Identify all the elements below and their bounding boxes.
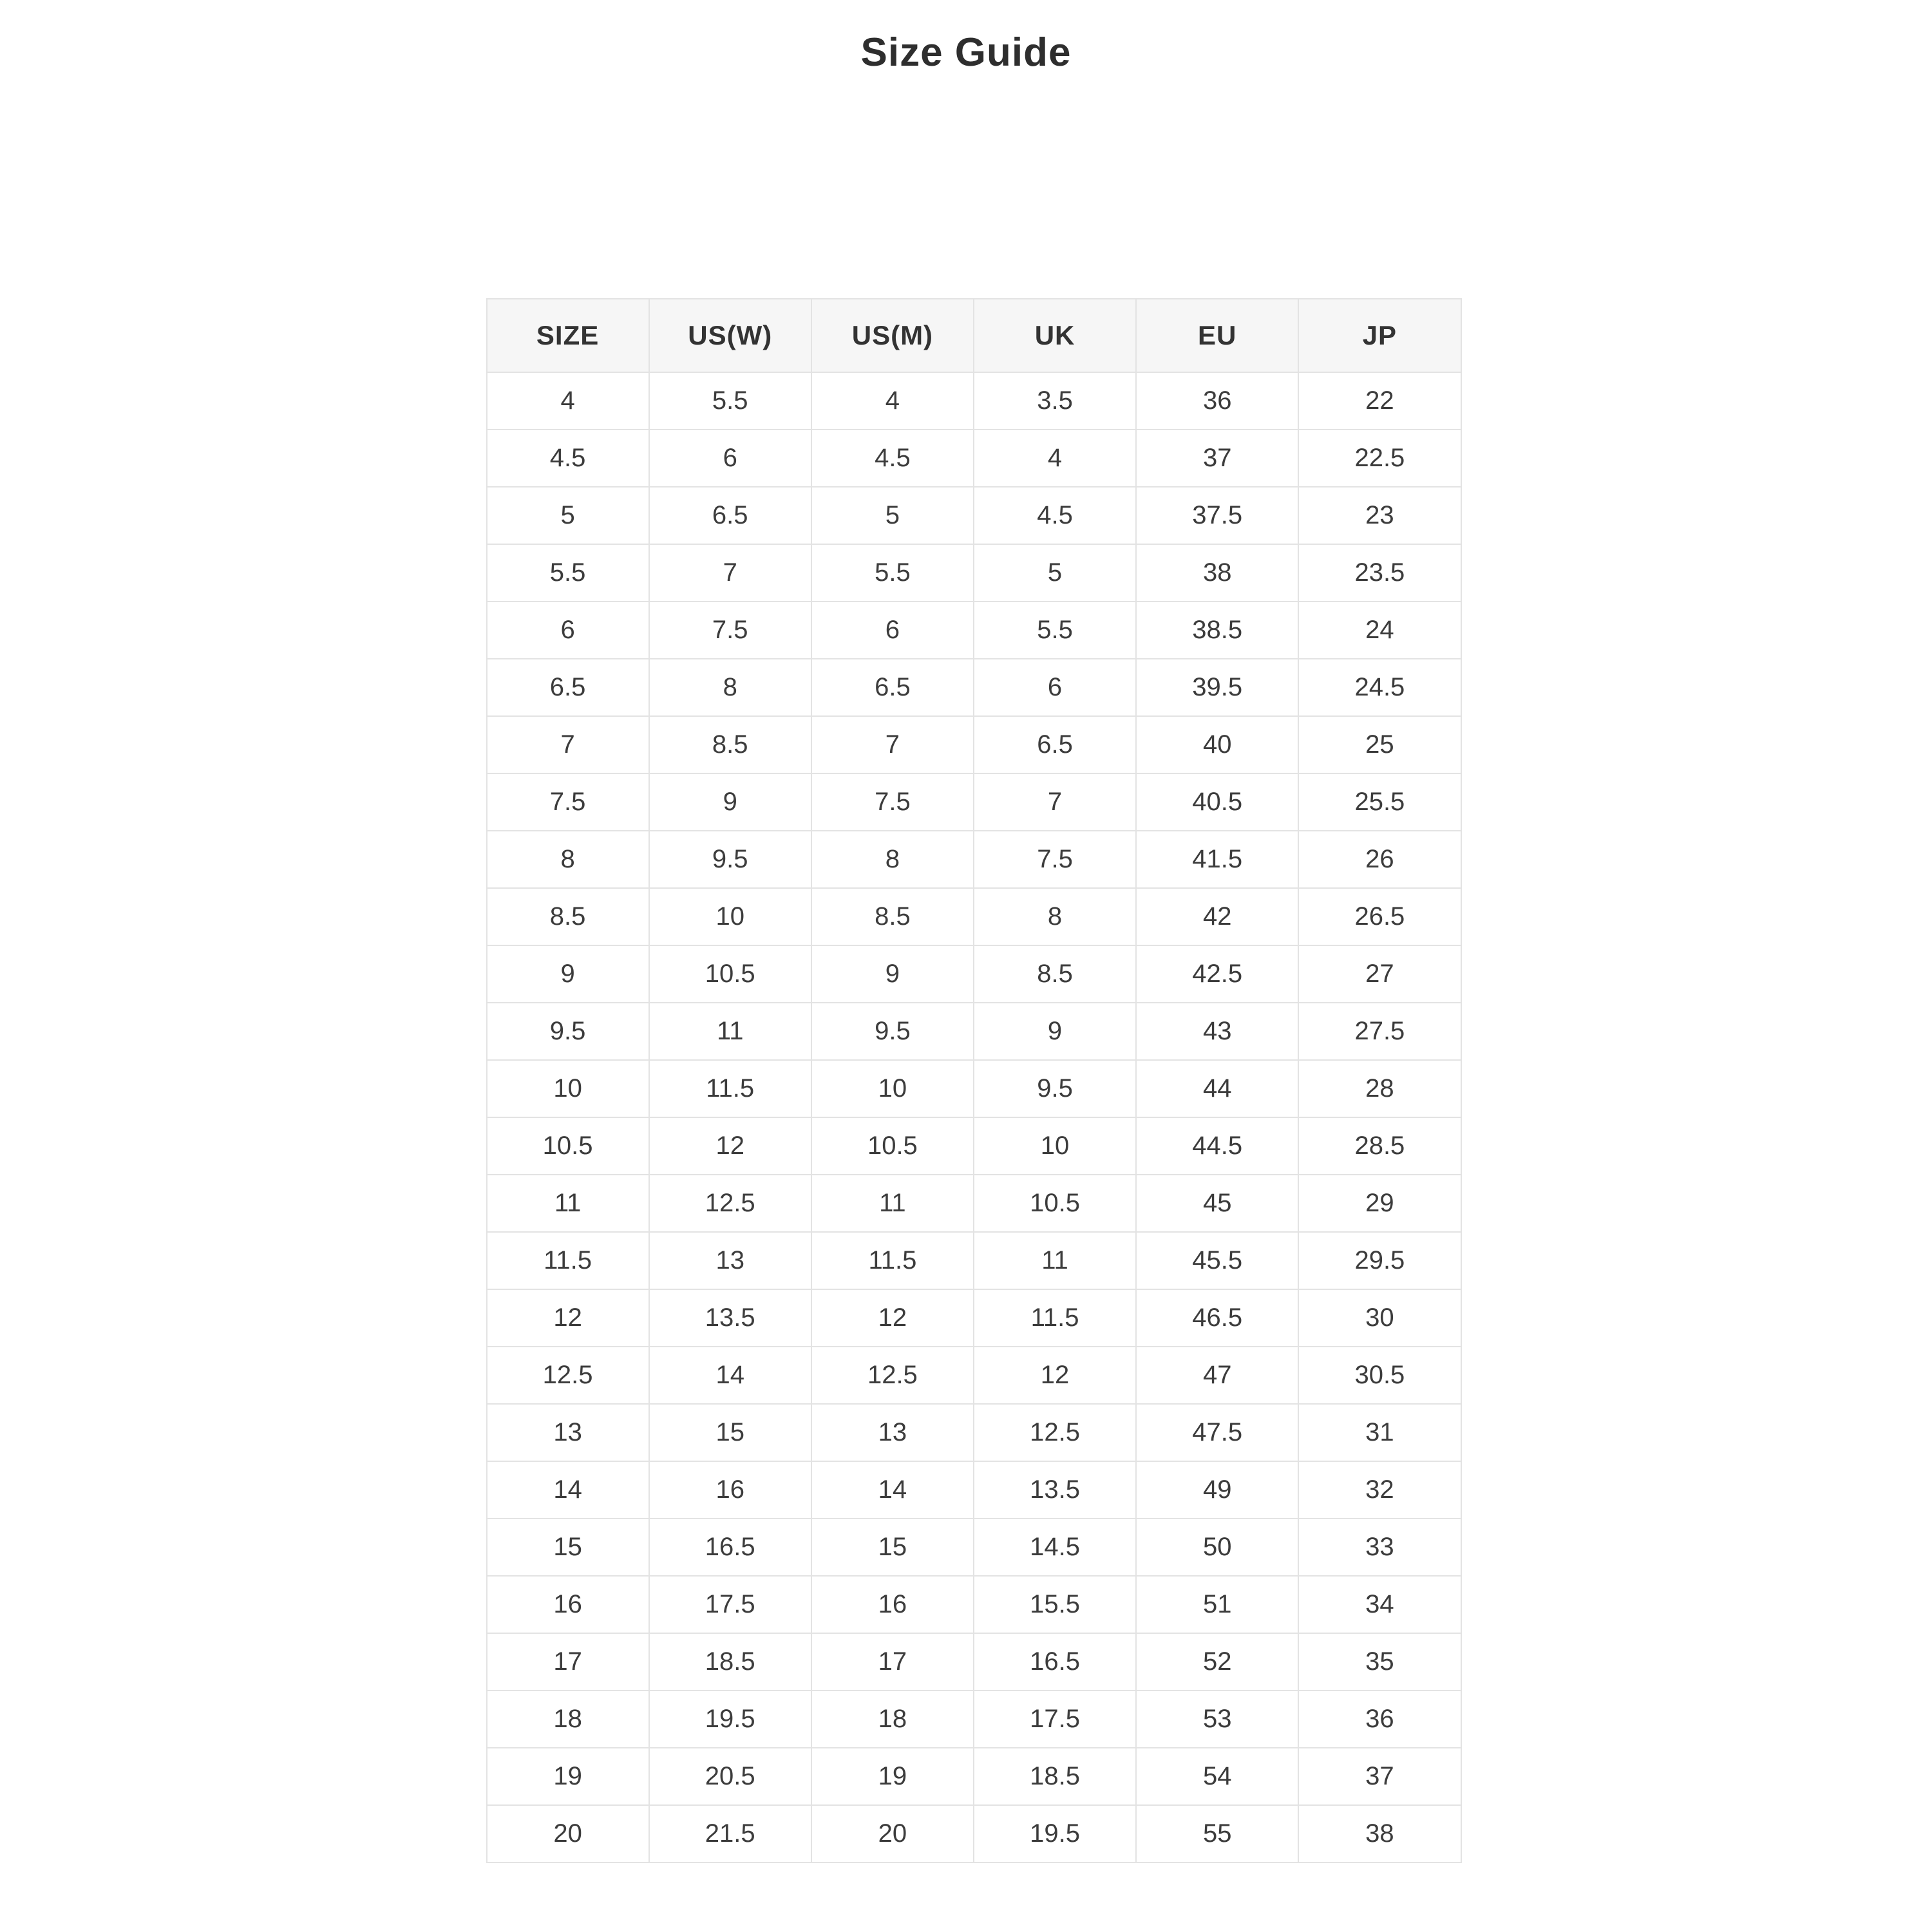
table-header-cell: JP (1298, 299, 1461, 372)
table-row (487, 945, 1461, 1003)
table-cell: 11 (649, 1003, 811, 1060)
table-cell: 47 (1136, 1347, 1298, 1404)
table-cell: 51 (1136, 1576, 1298, 1633)
table-cell: 7.5 (974, 831, 1136, 888)
table-cell: 16 (487, 1576, 649, 1633)
table-cell: 27.5 (1298, 1003, 1461, 1060)
table-cell: 20 (811, 1805, 974, 1862)
table-cell: 6.5 (649, 487, 811, 544)
table-cell: 22.5 (1298, 430, 1461, 487)
table-header (487, 299, 1461, 372)
table-cell: 46.5 (1136, 1289, 1298, 1347)
table-header-cell: SIZE (487, 299, 649, 372)
table-cell: 29.5 (1298, 1232, 1461, 1289)
table-cell: 33 (1298, 1519, 1461, 1576)
table-cell: 15.5 (974, 1576, 1136, 1633)
table-row (487, 716, 1461, 773)
table-cell: 12.5 (487, 1347, 649, 1404)
table-cell: 12 (487, 1289, 649, 1347)
table-cell: 16 (811, 1576, 974, 1633)
table-cell: 30 (1298, 1289, 1461, 1347)
table-cell: 40.5 (1136, 773, 1298, 831)
table-cell: 52 (1136, 1633, 1298, 1690)
table-cell: 9.5 (649, 831, 811, 888)
table-cell: 19.5 (974, 1805, 1136, 1862)
table-cell: 4 (487, 372, 649, 430)
table-cell: 8.5 (649, 716, 811, 773)
table-cell: 12 (974, 1347, 1136, 1404)
table-cell: 24 (1298, 601, 1461, 659)
table-cell: 16.5 (649, 1519, 811, 1576)
table-cell: 23 (1298, 487, 1461, 544)
table-cell: 44 (1136, 1060, 1298, 1117)
table-cell: 15 (811, 1519, 974, 1576)
table-cell: 19 (487, 1748, 649, 1805)
table-row (487, 1633, 1461, 1690)
table-cell: 5.5 (811, 544, 974, 601)
table-cell: 6.5 (487, 659, 649, 716)
table-cell: 12.5 (649, 1175, 811, 1232)
table-row (487, 1519, 1461, 1576)
table-cell: 4.5 (811, 430, 974, 487)
table-cell: 12.5 (974, 1404, 1136, 1461)
table-cell: 11.5 (811, 1232, 974, 1289)
table-cell: 20.5 (649, 1748, 811, 1805)
table-cell: 34 (1298, 1576, 1461, 1633)
table-row (487, 1347, 1461, 1404)
table-body (487, 372, 1461, 1862)
table-cell: 5 (487, 487, 649, 544)
table-cell: 8 (487, 831, 649, 888)
table-cell: 12 (811, 1289, 974, 1347)
table-row (487, 487, 1461, 544)
table-cell: 13 (649, 1232, 811, 1289)
table-cell: 31 (1298, 1404, 1461, 1461)
table-cell: 28 (1298, 1060, 1461, 1117)
table-cell: 30.5 (1298, 1347, 1461, 1404)
table-row (487, 831, 1461, 888)
table-cell: 55 (1136, 1805, 1298, 1862)
table-cell: 14 (811, 1461, 974, 1519)
table-cell: 11.5 (649, 1060, 811, 1117)
table-cell: 38 (1136, 544, 1298, 601)
table-cell: 10.5 (487, 1117, 649, 1175)
table-cell: 16.5 (974, 1633, 1136, 1690)
table-cell: 15 (649, 1404, 811, 1461)
table-cell: 21.5 (649, 1805, 811, 1862)
table-cell: 18 (811, 1690, 974, 1748)
table-row (487, 1805, 1461, 1862)
table-cell: 8.5 (487, 888, 649, 945)
table-row (487, 1060, 1461, 1117)
table-cell: 37 (1298, 1748, 1461, 1805)
table-header-cell: EU (1136, 299, 1298, 372)
table-row (487, 1404, 1461, 1461)
table-cell: 47.5 (1136, 1404, 1298, 1461)
table-cell: 11 (811, 1175, 974, 1232)
table-cell: 44.5 (1136, 1117, 1298, 1175)
table-cell: 17.5 (649, 1576, 811, 1633)
table-cell: 5.5 (487, 544, 649, 601)
table-cell: 7 (487, 716, 649, 773)
table-cell: 14 (649, 1347, 811, 1404)
table-cell: 7 (649, 544, 811, 601)
table-cell: 27 (1298, 945, 1461, 1003)
table-cell: 32 (1298, 1461, 1461, 1519)
table-cell: 3.5 (974, 372, 1136, 430)
table-row (487, 1461, 1461, 1519)
table-cell: 19.5 (649, 1690, 811, 1748)
table-cell: 5.5 (649, 372, 811, 430)
table-cell: 36 (1136, 372, 1298, 430)
table-cell: 45.5 (1136, 1232, 1298, 1289)
table-cell: 11 (487, 1175, 649, 1232)
table-cell: 10 (487, 1060, 649, 1117)
table-row (487, 601, 1461, 659)
table-cell: 10 (974, 1117, 1136, 1175)
table-cell: 8 (649, 659, 811, 716)
table-cell: 7.5 (811, 773, 974, 831)
table-cell: 12 (649, 1117, 811, 1175)
table-row (487, 430, 1461, 487)
table-cell: 16 (649, 1461, 811, 1519)
table-cell: 9 (811, 945, 974, 1003)
table-header-cell: US(W) (649, 299, 811, 372)
table-cell: 17 (811, 1633, 974, 1690)
table-cell: 14 (487, 1461, 649, 1519)
table-cell: 13.5 (649, 1289, 811, 1347)
table-cell: 49 (1136, 1461, 1298, 1519)
table-cell: 29 (1298, 1175, 1461, 1232)
table-cell: 6 (649, 430, 811, 487)
table-cell: 5 (974, 544, 1136, 601)
table-cell: 42 (1136, 888, 1298, 945)
table-cell: 37.5 (1136, 487, 1298, 544)
table-cell: 26.5 (1298, 888, 1461, 945)
table-cell: 4.5 (487, 430, 649, 487)
table-cell: 25 (1298, 716, 1461, 773)
table-cell: 19 (811, 1748, 974, 1805)
table-cell: 13 (811, 1404, 974, 1461)
table-row (487, 544, 1461, 601)
table-cell: 9 (974, 1003, 1136, 1060)
table-row (487, 1748, 1461, 1805)
table-cell: 18.5 (649, 1633, 811, 1690)
table-cell: 13 (487, 1404, 649, 1461)
table-cell: 9.5 (811, 1003, 974, 1060)
table-cell: 13.5 (974, 1461, 1136, 1519)
table-cell: 18 (487, 1690, 649, 1748)
table-row (487, 1232, 1461, 1289)
table-cell: 4 (974, 430, 1136, 487)
table-cell: 26 (1298, 831, 1461, 888)
table-cell: 7 (811, 716, 974, 773)
table-cell: 10.5 (974, 1175, 1136, 1232)
table-cell: 9 (487, 945, 649, 1003)
table-header-cell: US(M) (811, 299, 974, 372)
table-row (487, 888, 1461, 945)
table-cell: 11.5 (974, 1289, 1136, 1347)
table-cell: 4.5 (974, 487, 1136, 544)
table-cell: 6 (487, 601, 649, 659)
table-cell: 50 (1136, 1519, 1298, 1576)
table-cell: 11.5 (487, 1232, 649, 1289)
table-cell: 18.5 (974, 1748, 1136, 1805)
table-cell: 10.5 (649, 945, 811, 1003)
table-cell: 6 (974, 659, 1136, 716)
table-cell: 8.5 (974, 945, 1136, 1003)
table-cell: 20 (487, 1805, 649, 1862)
table-cell: 25.5 (1298, 773, 1461, 831)
table-cell: 54 (1136, 1748, 1298, 1805)
table-cell: 10.5 (811, 1117, 974, 1175)
table-header-row (487, 299, 1461, 372)
table-header-cell: UK (974, 299, 1136, 372)
table-cell: 42.5 (1136, 945, 1298, 1003)
table-cell: 35 (1298, 1633, 1461, 1690)
table-cell: 9.5 (974, 1060, 1136, 1117)
table-cell: 9 (649, 773, 811, 831)
table-cell: 39.5 (1136, 659, 1298, 716)
table-cell: 8 (811, 831, 974, 888)
table-cell: 7.5 (487, 773, 649, 831)
table-cell: 37 (1136, 430, 1298, 487)
table-cell: 28.5 (1298, 1117, 1461, 1175)
table-cell: 14.5 (974, 1519, 1136, 1576)
table-cell: 9.5 (487, 1003, 649, 1060)
table-cell: 41.5 (1136, 831, 1298, 888)
table-cell: 10 (649, 888, 811, 945)
table-cell: 17 (487, 1633, 649, 1690)
table-cell: 53 (1136, 1690, 1298, 1748)
table-row (487, 1175, 1461, 1232)
table-cell: 43 (1136, 1003, 1298, 1060)
table-cell: 6.5 (811, 659, 974, 716)
table-cell: 10 (811, 1060, 974, 1117)
table-row (487, 1117, 1461, 1175)
table-cell: 38.5 (1136, 601, 1298, 659)
table-row (487, 1690, 1461, 1748)
table-row (487, 1576, 1461, 1633)
table-cell: 5.5 (974, 601, 1136, 659)
table-cell: 7 (974, 773, 1136, 831)
table-row (487, 1289, 1461, 1347)
table-cell: 24.5 (1298, 659, 1461, 716)
table-cell: 7.5 (649, 601, 811, 659)
size-guide-table (486, 298, 1462, 1863)
table-cell: 38 (1298, 1805, 1461, 1862)
table-cell: 23.5 (1298, 544, 1461, 601)
table-cell: 12.5 (811, 1347, 974, 1404)
table-cell: 17.5 (974, 1690, 1136, 1748)
table-row (487, 1003, 1461, 1060)
table-row (487, 773, 1461, 831)
table-cell: 40 (1136, 716, 1298, 773)
table-cell: 45 (1136, 1175, 1298, 1232)
table-cell: 4 (811, 372, 974, 430)
table-cell: 8.5 (811, 888, 974, 945)
table-cell: 36 (1298, 1690, 1461, 1748)
table-row (487, 372, 1461, 430)
page-title: Size Guide (860, 30, 1072, 75)
table-cell: 6 (811, 601, 974, 659)
table-cell: 22 (1298, 372, 1461, 430)
table-cell: 8 (974, 888, 1136, 945)
table-cell: 6.5 (974, 716, 1136, 773)
table-cell: 5 (811, 487, 974, 544)
table-row (487, 659, 1461, 716)
table-cell: 11 (974, 1232, 1136, 1289)
table-cell: 15 (487, 1519, 649, 1576)
